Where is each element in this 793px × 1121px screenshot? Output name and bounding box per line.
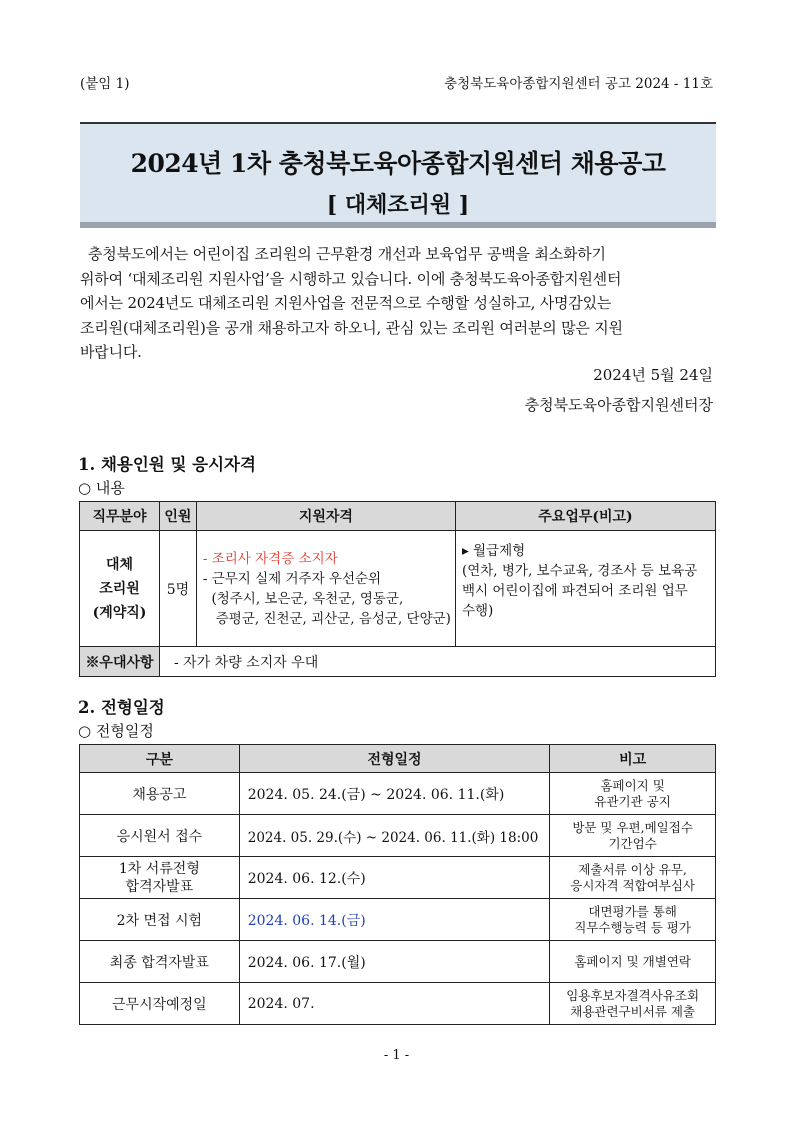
stage-cell: 채용공고 (80, 773, 240, 815)
note-cell (550, 899, 716, 941)
col-header: 비고 (550, 745, 716, 773)
table-row (80, 815, 716, 857)
attachment-label: (붙임 1) (80, 76, 130, 92)
stage-cell: 응시원서 접수 (80, 815, 240, 857)
schedule-table (79, 744, 716, 1025)
job-field-line: (계약직) (92, 604, 147, 621)
note-cell (550, 983, 716, 1025)
stage-cell: 근무시작예정일 (80, 983, 240, 1025)
note-line: 홈페이지 및 개별연락 (574, 953, 691, 969)
section2-subheading: ○ 전형일정 (78, 722, 154, 740)
schedule-cell: 2024. 06. 14.(금) (239, 899, 550, 941)
page-title: 2024년 1차 충청북도육아종합지원센터 채용공고 (130, 149, 666, 178)
note-line: 직무수행능력 등 평가 (574, 919, 691, 935)
qualification-line: (청주시, 보은군, 옥천군, 영동군, (202, 590, 404, 607)
qualification-line: - 근무지 실제 거주자 우선순위 (202, 570, 382, 587)
stage-line: 1차 서류전형 (118, 860, 200, 877)
stage-cell: 2차 면접 시험 (80, 899, 240, 941)
note-line: 유관기관 공지 (594, 793, 671, 809)
stage-line: 합격자발표 (125, 878, 194, 895)
note-cell (550, 815, 716, 857)
note-cell (550, 857, 716, 899)
col-header: 전형일정 (239, 745, 550, 773)
schedule-cell: 2024. 05. 24.(금) ~ 2024. 06. 11.(화) (239, 773, 550, 815)
section1-subheading: ○ 내용 (78, 479, 125, 497)
note-line: 방문 및 우편,메일접수 (572, 819, 693, 835)
note-cell (550, 773, 716, 815)
duty-line: 수행) (461, 603, 494, 619)
schedule-cell: 2024. 06. 12.(수) (239, 857, 550, 899)
schedule-cell: 2024. 06. 17.(월) (239, 941, 550, 983)
intro-line: 조리원(대체조리원)을 공개 채용하고자 하오니, 관심 있는 조리원 여러분의 많은 지원 (80, 318, 623, 337)
section2-heading: 2. 전형일정 (78, 698, 165, 717)
page-number: - 1 - (383, 1048, 410, 1063)
intro-line: 에서는 2024년도 대체조리원 지원사업을 전문적으로 수행할 성실하고, 사명감있는 (80, 294, 612, 312)
headcount-cell: 5명 (160, 531, 197, 647)
note-line: 채용관련구비서류 제출 (570, 1003, 695, 1019)
stage-cell (80, 857, 240, 899)
table-row (80, 857, 716, 899)
title-box (80, 122, 716, 228)
job-field-cell (80, 531, 160, 647)
schedule-cell: 2024. 07. (239, 983, 550, 1025)
col-header: 주요업무(비고) (455, 502, 715, 531)
duty-line: (연차, 병가, 보수교육, 경조사 등 보육공 (461, 563, 698, 579)
col-header: 직무분야 (80, 502, 160, 531)
note-line: 제출서류 이상 유무, (578, 861, 687, 877)
table-row (80, 899, 716, 941)
job-field-line: 대체 (105, 556, 134, 573)
intro-line: 충청북도에서는 어린이집 조리원의 근무환경 개선과 보육업무 공백을 최소화하기 (88, 245, 606, 263)
intro-line: 바랍니다. (80, 343, 142, 361)
qualification-line: 증평군, 진천군, 괴산군, 음성군, 단양군) (202, 610, 451, 627)
signer: 충청북도육아종합지원센터장 (524, 396, 713, 414)
notice-number: 충청북도육아종합지원센터 공고 2024 - 11호 (444, 76, 713, 92)
duty-line: 백시 어린이집에 파견되어 조리원 업무 (461, 583, 688, 599)
col-header: 인원 (160, 502, 197, 531)
title-underline (80, 222, 716, 228)
note-line: 응시자격 적합여부심사 (570, 877, 695, 893)
duty-title: ▸ 월급제형 (461, 543, 526, 559)
intro-line: 위하여 ‘대체조리원 지원사업’을 시행하고 있습니다. 이에 충청북도육아종합지원센터 (80, 269, 622, 288)
note-line: 기간엄수 (608, 835, 657, 851)
recruitment-table (79, 501, 716, 677)
table-row (80, 773, 716, 815)
stage-cell: 최종 합격자발표 (80, 941, 240, 983)
col-header: 구분 (80, 745, 240, 773)
section1-heading: 1. 채용인원 및 응시자격 (78, 455, 256, 474)
duty-cell (455, 531, 715, 647)
job-field-line: 조리원 (99, 580, 140, 597)
table-row (80, 941, 716, 983)
preference-text: - 자가 차량 소지자 우대 (160, 647, 716, 677)
qualification-cell (196, 531, 455, 647)
note-line: 대면평가를 통해 (588, 903, 677, 919)
qualification-required: - 조리사 자격증 소지자 (202, 550, 338, 567)
announcement-date: 2024년 5월 24일 (593, 366, 713, 384)
col-header: 지원자격 (196, 502, 455, 531)
note-line: 홈페이지 및 (600, 777, 665, 793)
note-line: 임용후보자결격사유조회 (566, 987, 700, 1003)
note-cell (550, 941, 716, 983)
schedule-cell: 2024. 05. 29.(수) ~ 2024. 06. 11.(화) 18:00 (239, 815, 550, 857)
page-subtitle: [ 대체조리원 ] (326, 192, 470, 218)
preference-label: ※우대사항 (80, 647, 160, 677)
intro-paragraph (80, 242, 716, 365)
table-row (80, 983, 716, 1025)
